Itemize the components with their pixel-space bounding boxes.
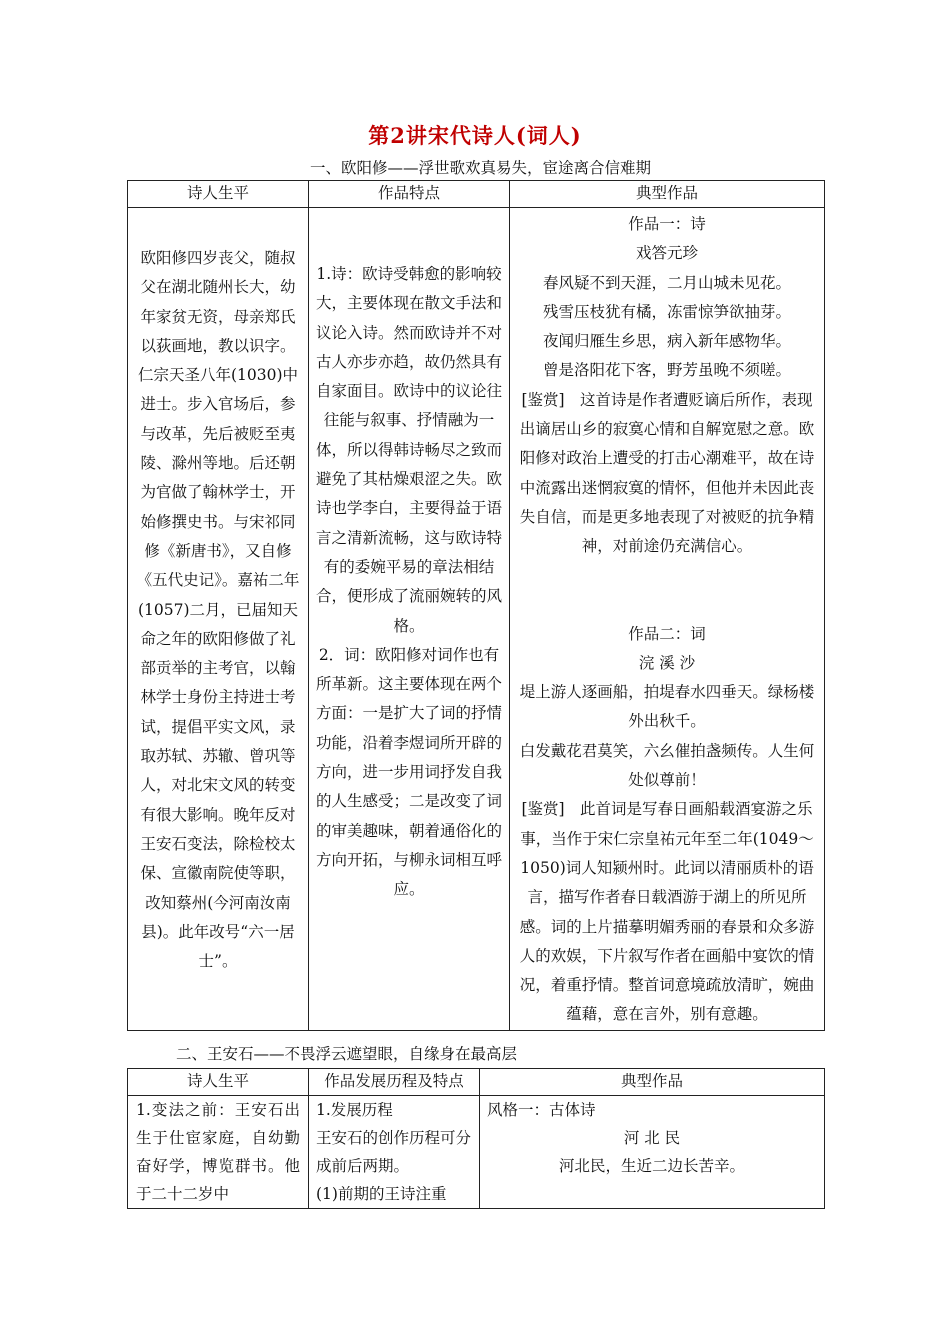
header-development: 作品发展历程及特点 [309, 1069, 480, 1096]
work2-label: 作品二：词 [628, 624, 706, 643]
development-text: 王安石的创作历程可分成前后两期。 [316, 1129, 472, 1175]
style-label: 风格一：古体诗 [487, 1101, 596, 1119]
biography-text: 欧阳修四岁丧父，随叔父在湖北随州长大，幼年家贫无资，母亲郑氏以荻画地，教以识字。仁宗天圣八年(1030)中进士。步入官场后，参与改革，先后被贬至夷陵、滁州等地。后还朝为官做了翰林学士，开始修撰史书。与宋祁同修《新唐书》，又自修《五代史记》。嘉祐二年(1057)二月，已届知天命之年的欧阳修做了礼部贡举的主考官，以翰林学士身份主持进士考试，提倡平实文风，录取苏轼、苏辙、曾巩等人，对北宋文风的转变有很大影响。晚年反对王安石变法，除检校太保、宣徽南院使等职，改知蔡州(今河南汝南县)。此年改号“六一居士”。 [136, 249, 300, 971]
work1-line: 残雪压枝犹有橘，冻雷惊笋欲抽芽。 [542, 302, 791, 321]
header-works-2: 典型作品 [480, 1069, 825, 1096]
work1-line: 曾是洛阳花下客，野芳虽晚不须嗟。 [542, 361, 791, 380]
poem-title: 河 北 民 [623, 1129, 681, 1147]
section2-heading: 二、王安石——不畏浮云遮望眼，自缘身在最高层 [176, 1045, 518, 1063]
work2-line: 白发戴花君莫笑，六幺催拍盏频传。人生何处似尊前！ [519, 741, 815, 790]
ouyangxiu-table [127, 180, 825, 1031]
header-features: 作品特点 [309, 181, 510, 208]
work1-appreciation: [鉴赏] 这首诗是作者遭贬谪后所作，表现出谪居山乡的寂寞心情和自解宽慰之意。欧阳修对政治上遭受的打击心潮难平，故在诗中流露出迷惘寂寞的情怀，但他并未因此丧失自信，而是更多地表现了对被贬的抗争精神，对前途仍充满信心。 [519, 390, 815, 556]
work1-name: 戏答元珍 [635, 244, 698, 263]
development-text: (1)前期的王诗注重 [316, 1185, 447, 1203]
work1-label: 作品一：诗 [628, 215, 706, 233]
header-biography-2: 诗人生平 [128, 1069, 309, 1096]
features-poem: 1.诗：欧诗受韩愈的影响较大，主要体现在散文手法和议论入诗。然而欧诗并不对古人亦步亦趋，故仍然具有自家面目。欧诗中的议论往往能与叙事、抒情融为一体，所以得韩诗畅尽之致而避免了其枯燥艰涩之失。欧诗也学李白，主要得益于语言之清新流畅，这与欧诗特有的委婉平易的章法相结合，便形成了流丽婉转的风格。 [316, 265, 503, 635]
work2-line: 堤上游人逐画船，拍堤春水四垂天。绿杨楼外出秋千。 [519, 683, 815, 731]
work2-appreciation: [鉴赏] 此首词是写春日画船载酒宴游之乐事，当作于宋仁宗皇祐元年至二年(1049～1050)词人知颍州时。此词以清丽质朴的语言，描写作者春日载酒游于湖上的所见所感。词的上片描摹明媚秀丽的春景和众多游人的欢娱，下片叙写作者在画船中宴饮的情况，着重抒情。整首词意境疏放清旷，婉曲蕴藉，意在言外，别有意趣。 [519, 800, 815, 1024]
section1-heading: 一、欧阳修——浮世歌欢真易失，宦途离合信难期 [310, 159, 652, 177]
biography-text-2: 1.变法之前：王安石出生于仕宦家庭，自幼勤奋好学，博览群书。他于二十二岁中 [136, 1101, 300, 1203]
header-biography: 诗人生平 [128, 181, 309, 208]
work2-name: 浣 溪 沙 [638, 653, 696, 672]
page-title: 第2讲宋代诗人(词人) [368, 123, 582, 148]
header-works: 典型作品 [510, 181, 825, 208]
wanganshi-table [127, 1068, 825, 1209]
poem-line: 河北民，生近二边长苦辛。 [558, 1157, 745, 1175]
development-title: 1.发展历程 [316, 1101, 393, 1119]
work1-line: 春风疑不到天涯，二月山城未见花。 [542, 273, 791, 292]
work1-line: 夜闻归雁生乡思，病入新年感物华。 [542, 332, 791, 351]
features-ci: 2．词：欧阳修对词作也有所革新。这主要体现在两个方面：一是扩大了词的抒情功能，沿着李煜词所开辟的方向，进一步用词抒发自我的人生感受；二是改变了词的审美趣味，朝着通俗化的方向开拓，与柳永词相互呼应。 [316, 645, 503, 899]
